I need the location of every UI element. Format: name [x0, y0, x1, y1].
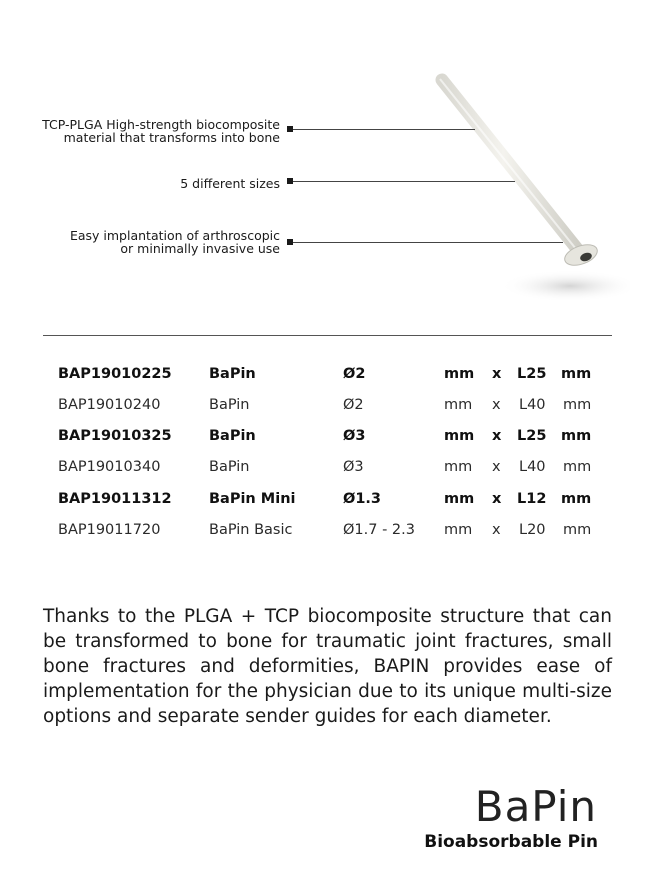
product-length: L40 — [519, 397, 546, 413]
table-row — [0, 522, 650, 542]
product-code: BAP19010340 — [58, 459, 161, 475]
feature-callout-sizes — [180, 177, 280, 190]
product-length: L20 — [519, 522, 546, 538]
feature-text: Easy implantation of arthroscopic — [69, 228, 280, 243]
table-row — [0, 366, 650, 386]
unit-label: mm — [561, 428, 592, 444]
product-length: L25 — [517, 366, 547, 382]
unit-label: mm — [444, 491, 475, 507]
product-name: BaPin — [209, 459, 250, 475]
table-row — [0, 459, 650, 479]
pin-shadow — [500, 270, 630, 302]
product-code: BAP19011720 — [58, 522, 161, 538]
times-symbol: x — [492, 366, 502, 382]
pin-product-image — [420, 60, 630, 310]
times-symbol: x — [492, 397, 501, 413]
product-name: BaPin — [209, 397, 250, 413]
times-symbol: x — [492, 522, 501, 538]
feature-callout-implantation — [70, 229, 280, 255]
unit-label: mm — [563, 522, 592, 538]
product-diameter: Ø2 — [343, 397, 364, 413]
product-code: BAP19010325 — [58, 428, 172, 444]
callout-leader-line — [293, 181, 515, 182]
product-code: BAP19011312 — [58, 491, 172, 507]
product-length: L25 — [517, 428, 547, 444]
product-description: Thanks to the PLGA + TCP biocomposite structure that can be transformed to bone for traumatic joint fractures, small bone fractures and deformities, BAPIN provides ease of implementation for the physician due to its unique multi-size options and separate sender guides for each diameter. — [43, 605, 612, 727]
brand-subtitle: Bioabsorbable Pin — [424, 832, 598, 852]
times-symbol: x — [492, 428, 502, 444]
times-symbol: x — [492, 491, 502, 507]
product-name: BaPin Mini — [209, 491, 296, 507]
product-length: L12 — [517, 491, 547, 507]
unit-label: mm — [561, 491, 592, 507]
unit-label: mm — [444, 366, 475, 382]
feature-text: material that transforms into bone — [63, 130, 280, 145]
product-name: BaPin Basic — [209, 522, 293, 538]
product-diameter: Ø1.7 - 2.3 — [343, 522, 415, 538]
unit-label: mm — [444, 397, 473, 413]
feature-text: or minimally invasive use — [120, 241, 280, 256]
product-diameter: Ø3 — [343, 428, 366, 444]
product-name: BaPin — [209, 428, 256, 444]
table-row — [0, 428, 650, 448]
product-diameter: Ø2 — [343, 366, 366, 382]
feature-text: 5 different sizes — [180, 176, 280, 191]
product-diameter: Ø3 — [343, 459, 364, 475]
unit-label: mm — [444, 428, 475, 444]
product-diameter: Ø1.3 — [343, 491, 382, 507]
unit-label: mm — [444, 522, 473, 538]
table-row — [0, 397, 650, 417]
callout-leader-line — [293, 242, 563, 243]
section-divider — [43, 335, 612, 336]
unit-label: mm — [563, 459, 592, 475]
unit-label: mm — [444, 459, 473, 475]
unit-label: mm — [561, 366, 592, 382]
product-length: L40 — [519, 459, 546, 475]
table-row — [0, 491, 650, 511]
brand-title: BaPin — [474, 782, 597, 831]
times-symbol: x — [492, 459, 501, 475]
product-code: BAP19010225 — [58, 366, 172, 382]
unit-label: mm — [563, 397, 592, 413]
callout-leader-line — [293, 129, 475, 130]
product-name: BaPin — [209, 366, 256, 382]
feature-text: TCP-PLGA High-strength biocomposite — [42, 117, 280, 132]
feature-callout-material — [42, 118, 280, 144]
product-code: BAP19010240 — [58, 397, 161, 413]
